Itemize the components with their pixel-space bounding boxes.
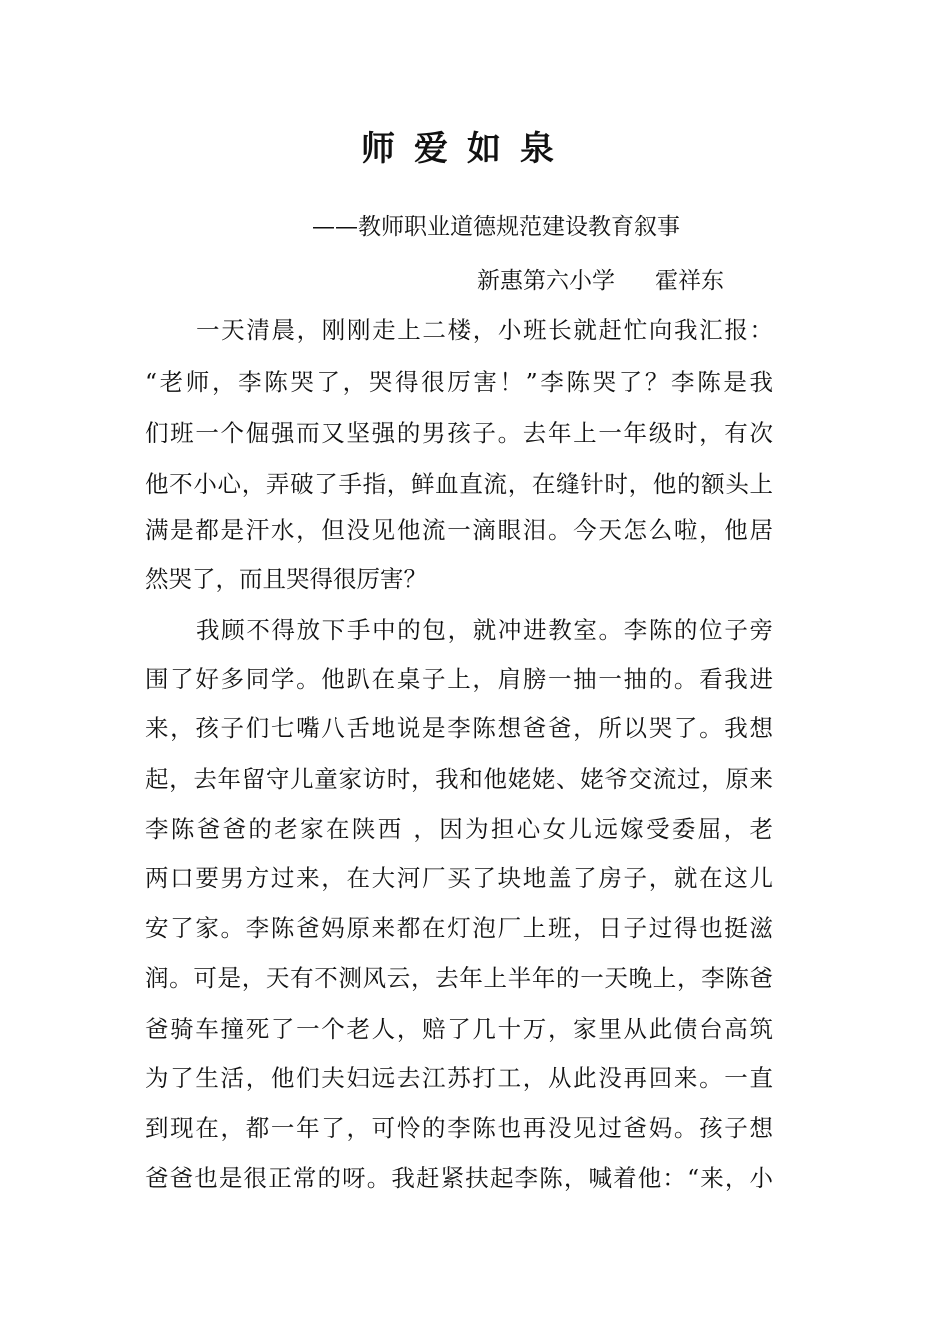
paragraph-1-line-6: 然哭了，而且哭得很厉害？ [145,565,427,593]
paragraph-2-line-2: 围了好多同学。他趴在桌子上，肩膀一抽一抽的。看我进 [145,665,773,693]
paragraph-1-line-5: 满是都是汗水，但没见他流一滴眼泪。今天怎么啦，他居 [145,516,773,544]
paragraph-2-line-9: 爸骑车撞死了一个老人，赔了几十万，家里从此债台高筑 [145,1015,773,1043]
author-line [477,264,724,298]
author-school: 新惠第六小学 [477,268,615,294]
paragraph-2-line-1: 我顾不得放下手中的包，就冲进教室。李陈的位子旁 [196,616,773,644]
paragraph-2-line-3: 来，孩子们七嘴八舌地说是李陈想爸爸，所以哭了。我想 [145,714,773,742]
paragraph-2-line-8: 润。可是，天有不测风云，去年上半年的一天晚上，李陈爸 [145,964,773,992]
paragraph-1-line-4: 他不小心，弄破了手指，鲜血直流，在缝针时，他的额头上 [145,470,773,498]
paragraph-2-line-12: 爸爸也是很正常的呀。我赶紧扶起李陈，喊着他：“来，小 [145,1164,773,1192]
paragraph-2-line-10: 为了生活，他们夫妇远去江苏打工，从此没再回来。一直 [145,1064,773,1092]
document-title: 师爱如泉 [361,129,573,169]
paragraph-2-line-6: 两口要男方过来，在大河厂买了块地盖了房子，就在这儿 [145,864,773,892]
author-name: 霍祥东 [655,268,724,294]
paragraph-1-line-1: 一天清晨，刚刚走上二楼，小班长就赶忙向我汇报： [196,316,773,344]
paragraph-2-line-11: 到现在，都一年了，可怜的李陈也再没见过爸妈。孩子想 [145,1114,773,1142]
paragraph-1-line-3: 们班一个倔强而又坚强的男孩子。去年上一年级时，有次 [145,419,773,447]
paragraph-2-line-4: 起，去年留守儿童家访时，我和他姥姥、姥爷交流过，原来 [145,765,773,793]
document-subtitle: ——教师职业道德规范建设教育叙事 [312,214,680,240]
paragraph-1-line-2: “老师，李陈哭了，哭得很厉害！”李陈哭了？李陈是我 [145,368,773,396]
paragraph-2-line-5: 李陈爸爸的老家在陕西 ，因为担心女儿远嫁受委屈，老 [145,815,773,843]
paragraph-2-line-7: 安了家。李陈爸妈原来都在灯泡厂上班，日子过得也挺滋 [145,914,773,942]
